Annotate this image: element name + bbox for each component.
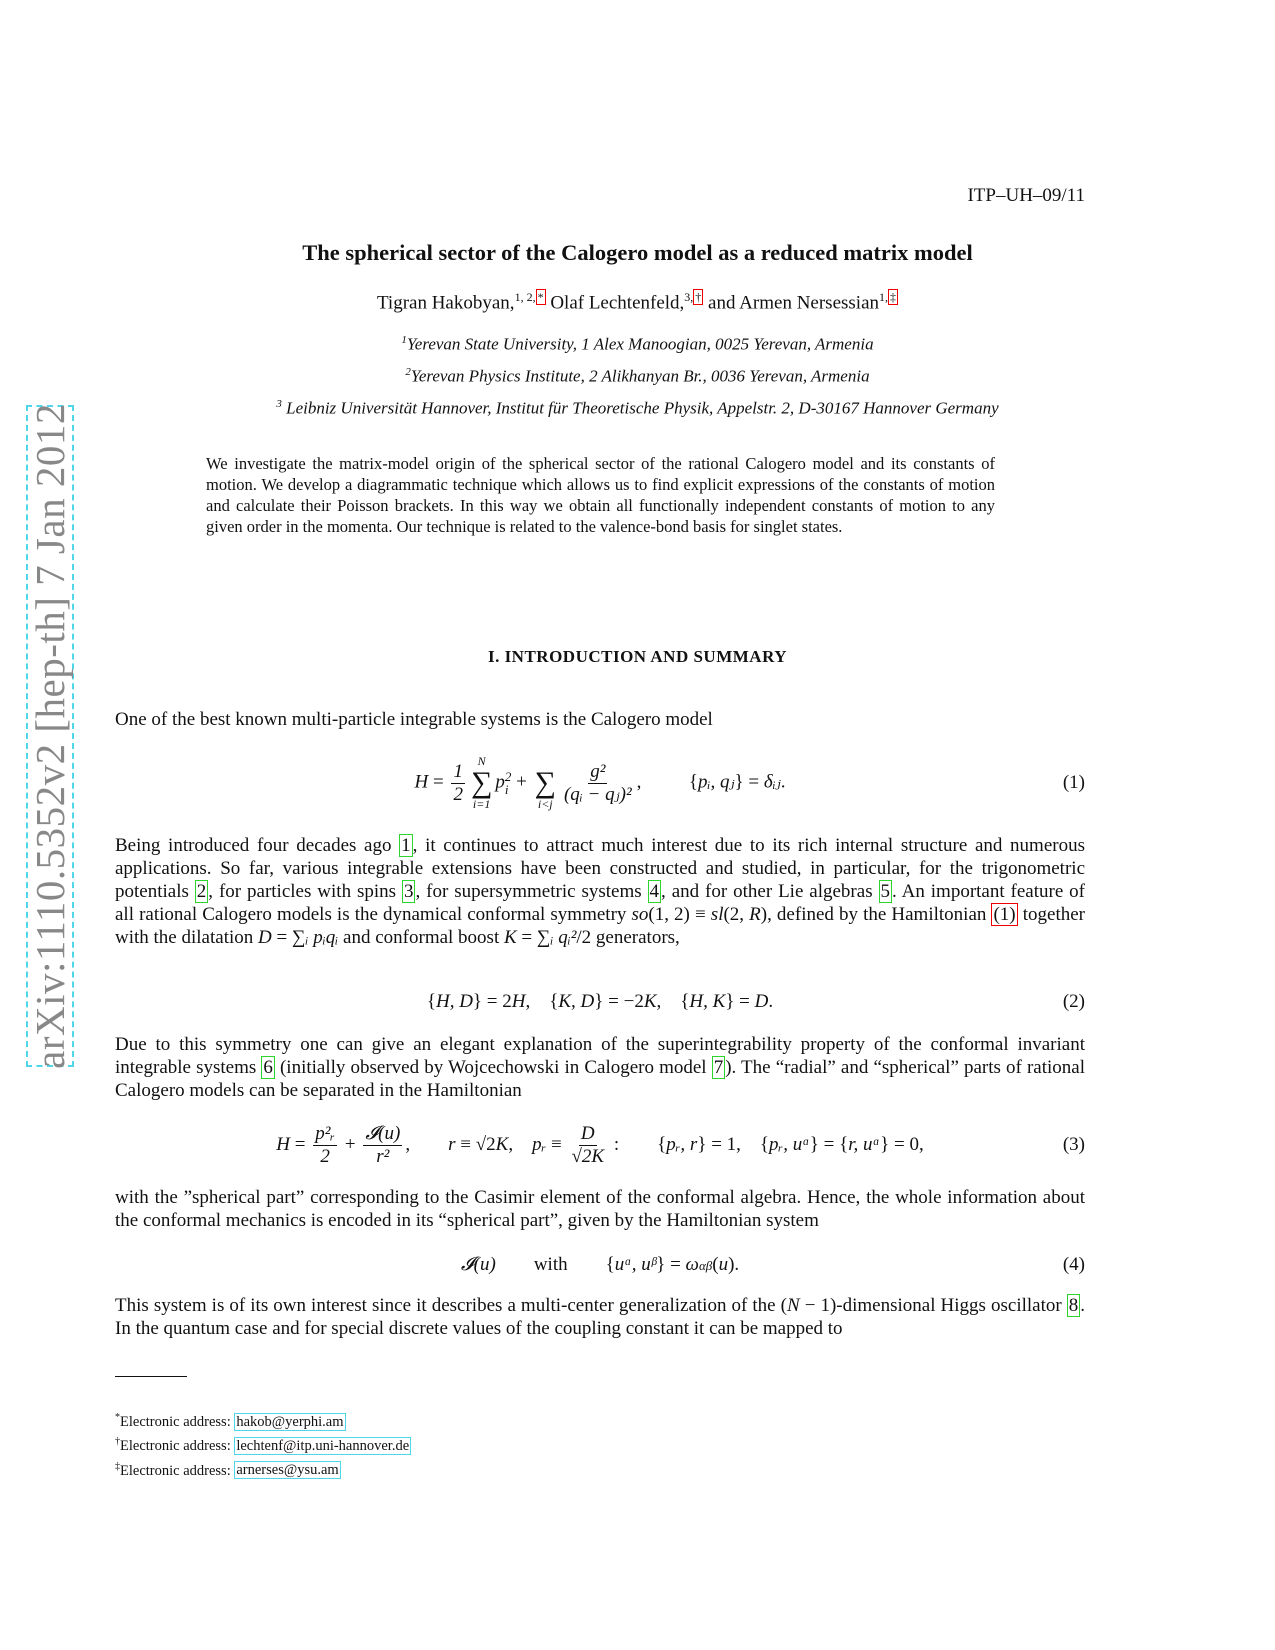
fraction: [313, 1123, 337, 1168]
paragraph-text: , it continues to attract much interest due to its rich internal structure and numerous applications. So far, various integrable extensions have been constructed and studied, in particular, for the trigonometric potentials: [115, 835, 1085, 902]
math-symbol: K: [643, 991, 657, 1012]
math-symbol: 𝓘(u): [460, 1254, 496, 1275]
inline-math: so: [631, 904, 649, 925]
paragraph-text: − 1)-dimensional Higgs oscillator: [799, 1295, 1067, 1316]
equation-body: [427, 991, 773, 1013]
author-list: [0, 290, 1275, 314]
author-name: Olaf Lechtenfeld,: [550, 292, 685, 314]
affiliation: [0, 334, 1275, 355]
citation-link[interactable]: 4: [649, 881, 660, 902]
paragraph: [115, 1294, 1085, 1340]
inline-math: K: [503, 927, 517, 948]
math-symbol: pᵣ, uᵅ: [769, 1133, 810, 1155]
math-text: , {: [525, 991, 559, 1012]
fraction: [363, 1123, 402, 1168]
paragraph-text: = ∑: [516, 927, 551, 948]
footnote-link[interactable]: ‡: [890, 290, 897, 304]
sum-sign: ∑: [534, 766, 556, 799]
math-text: +: [340, 1133, 361, 1155]
math-text: ,: [405, 1133, 449, 1155]
equation: [115, 1115, 1085, 1175]
footnote-rule: [115, 1376, 187, 1377]
footnote-link[interactable]: †: [695, 290, 702, 304]
paragraph-text: ), defined by the Hamiltonian: [760, 904, 992, 925]
paragraph-text: One of the best known multi-particle integrable systems is the Calogero model: [115, 709, 713, 730]
math-text: +: [511, 771, 532, 793]
affiliation-number: 3: [276, 398, 282, 410]
affiliation-number: 1: [401, 334, 407, 346]
equation-number: (4): [1062, 1254, 1085, 1275]
paragraph-text: , and for other Lie algebras: [661, 881, 879, 902]
author-affiliation: 3,: [684, 290, 694, 304]
inline-math: N: [786, 1295, 800, 1316]
citation-link[interactable]: 3: [403, 881, 414, 902]
report-number: ITP–UH–09/11: [967, 185, 1085, 206]
superscript: 2: [504, 769, 512, 784]
equation-number: (1): [1062, 772, 1085, 793]
math-text: } = −2: [594, 991, 644, 1012]
inline-math: ᵢ pᵢqᵢ: [305, 927, 339, 948]
math-text: } = 0,: [880, 1133, 924, 1155]
footnote-label: Electronic address:: [120, 1413, 235, 1430]
numerator: D: [580, 1122, 595, 1144]
footnote-link[interactable]: *: [537, 290, 544, 304]
fraction: [562, 761, 634, 806]
equation-body: [276, 1123, 923, 1168]
equation-number: (2): [1062, 991, 1085, 1012]
math-symbol: uᵅ, uᵝ: [614, 1254, 657, 1275]
sum-sign: ∑: [470, 766, 493, 799]
math-text: } =: [725, 991, 755, 1012]
footnote: [115, 1408, 411, 1432]
equation-number: (3): [1062, 1134, 1085, 1155]
math-text: ≡ √2: [455, 1133, 496, 1155]
paragraph-text: , for particles with spins: [208, 881, 402, 902]
paragraph-text: . In the quantum case and for special discrete values of the coupling constant it can be mapped to: [115, 1295, 1086, 1339]
math-text: , {: [636, 771, 699, 793]
math-text: } = 2: [472, 991, 512, 1012]
inline-math: ᵢ qᵢ²: [550, 927, 577, 948]
paragraph-text: with the ”spherical part” corresponding to the Casimir element of the conformal algebra. Hence, the whole information about the conformal mechanics is encoded in its “spherical part”, given by the Hamiltonian system: [115, 1187, 1085, 1231]
paragraph: [115, 708, 1085, 731]
paragraph-text: This system is of its own interest since it describes a multi-center generalization of the (: [115, 1295, 787, 1316]
email-link[interactable]: hakob@yerphi.am: [236, 1413, 344, 1430]
footnote: [115, 1457, 411, 1481]
math-text: ,: [508, 1133, 533, 1155]
section-heading: I. INTRODUCTION AND SUMMARY: [487, 647, 788, 666]
math-symbol: H: [414, 771, 429, 793]
equation: [115, 753, 1085, 813]
email-link[interactable]: lechtenf@itp.uni-hannover.de: [236, 1438, 410, 1455]
math-text: ≡: [546, 1133, 567, 1155]
math-symbol: H, D: [435, 991, 473, 1012]
fraction: [451, 761, 465, 806]
math-symbol: pᵣ: [532, 1133, 547, 1155]
fraction: [569, 1123, 606, 1168]
denominator: (qᵢ − qⱼ)²: [563, 783, 632, 805]
math-text: } = {: [809, 1133, 849, 1155]
equation: [115, 1235, 1085, 1295]
math-symbol: ω: [685, 1254, 699, 1275]
denominator: 2: [453, 783, 463, 805]
author-affiliation: 1,: [879, 290, 889, 304]
author-name: and Armen Nersessian: [708, 292, 880, 314]
author-affiliation: 1, 2,: [514, 290, 536, 304]
inline-math: D: [258, 927, 272, 948]
email-link[interactable]: arnerses@ysu.am: [236, 1462, 339, 1479]
footnote-mark: *: [115, 1412, 120, 1423]
equation: [115, 972, 1085, 1032]
sum-lower-limit: i=1: [472, 797, 491, 811]
author-name: Tigran Hakobyan,: [376, 292, 515, 314]
inline-math: sl: [710, 904, 724, 925]
citation-link[interactable]: 1: [401, 835, 411, 856]
math-text: {: [426, 991, 436, 1012]
numerator: g²: [590, 760, 606, 782]
math-text: =: [290, 1133, 311, 1155]
paragraph-text: . An important feature of all rational Calogero models is the dynamical conformal symmetry: [115, 881, 1086, 925]
numerator: 1: [453, 760, 463, 782]
citation-link[interactable]: 6: [263, 1057, 273, 1078]
citation-link[interactable]: 2: [196, 881, 207, 902]
math-symbol: D: [754, 991, 769, 1012]
math-symbol: pᵢ, qⱼ: [698, 771, 735, 793]
affiliation-number: 2: [405, 366, 411, 378]
abstract: We investigate the matrix-model origin of the spherical sector of the rational Calogero model and its constants of motion. We develop a diagrammatic technique which allows us to find explicit expressions of the constants of motion and calculate their Poisson brackets. In this way we obtain all functionally independent constants of motion to any given order in the momenta. Our technique is related to the valence-bond basis for singlet states.: [206, 454, 995, 536]
math-text: } =: [734, 771, 764, 793]
equation-body: [461, 1254, 739, 1276]
math-text: } =: [656, 1254, 686, 1275]
math-symbol: K: [495, 1133, 509, 1155]
superscript: αβ: [698, 1258, 713, 1274]
summation: [535, 755, 556, 811]
inline-math: R: [749, 904, 761, 925]
arxiv-stamp: [26, 405, 74, 1067]
paragraph-text: together with the dilatation: [115, 904, 1085, 948]
footnote-label: Electronic address:: [120, 1438, 235, 1455]
math-text: .: [768, 991, 774, 1012]
denominator: 2: [320, 1145, 330, 1167]
numerator: 𝓘(u): [365, 1122, 401, 1144]
sum-upper-limit: N: [477, 754, 486, 768]
equation-body: [414, 755, 785, 811]
affiliation-text: Yerevan State University, 1 Alex Manoogian, 0025 Yerevan, Armenia: [406, 334, 874, 354]
math-text: : {: [609, 1133, 667, 1155]
affiliation: [0, 366, 1275, 387]
math-text: .: [780, 771, 786, 793]
paragraph-text: Being introduced four decades ago: [115, 835, 400, 856]
paragraph-text: and conformal boost: [338, 927, 504, 948]
math-symbol: r: [448, 1133, 456, 1155]
paragraph-text: ). The “radial” and “spherical” parts of rational Calogero models can be separated in the Hamiltonian: [115, 1057, 1086, 1101]
summation: [471, 755, 492, 811]
sum-lower-limit: i<j: [537, 797, 553, 811]
math-symbol: p: [495, 771, 505, 793]
paragraph-text: /2 generators,: [576, 927, 680, 948]
denominator: √2K: [571, 1145, 605, 1167]
citation-link[interactable]: 5: [880, 881, 891, 902]
math-symbol: H: [276, 1133, 291, 1155]
paragraph: [115, 1186, 1085, 1232]
math-text: } = 1, {: [697, 1133, 770, 1155]
math-symbol: H, K: [689, 991, 726, 1012]
citation-link[interactable]: 8: [1068, 1295, 1079, 1316]
footnote: [115, 1432, 411, 1456]
paragraph-text: Due to this symmetry one can give an elegant explanation of the superintegrability property of the conformal invariant integrable systems: [115, 1034, 1085, 1078]
paragraph: [115, 834, 1085, 949]
math-text: ).: [728, 1254, 740, 1275]
paper-title: The spherical sector of the Calogero model as a reduced matrix model: [302, 240, 973, 265]
math-symbol: pᵣ, r: [666, 1133, 698, 1155]
superscript-subscript: [699, 1259, 712, 1272]
math-text: =: [428, 771, 449, 793]
paragraph-text: (1, 2) ≡: [648, 904, 711, 925]
arxiv-stamp-text: arXiv:1110.5352v2 [hep-th] 7 Jan 2012: [27, 403, 73, 1069]
paragraph-text: = ∑: [271, 927, 306, 948]
math-text: (: [712, 1254, 719, 1275]
affiliation: [0, 398, 1275, 419]
subscript: i: [504, 782, 509, 797]
numerator: p²ᵣ: [315, 1122, 336, 1144]
paragraph-text: (2,: [723, 904, 750, 925]
math-text: , {: [656, 991, 690, 1012]
math-symbol: H: [511, 991, 526, 1012]
citation-link[interactable]: 7: [713, 1057, 724, 1078]
paragraph-text: (initially observed by Wojcechowski in Calogero model: [274, 1057, 712, 1078]
equation-reference-link[interactable]: (1): [993, 904, 1016, 925]
math-symbol: K, D: [558, 991, 595, 1012]
math-symbol: u: [718, 1254, 729, 1275]
math-text: with {: [495, 1254, 615, 1275]
footnote-label: Electronic address:: [120, 1462, 235, 1479]
denominator: r²: [376, 1145, 390, 1167]
footnotes: [115, 1408, 411, 1481]
footnote-mark: ‡: [115, 1460, 120, 1472]
footnote-mark: †: [115, 1436, 120, 1448]
affiliation-text: Yerevan Physics Institute, 2 Alikhanyan Br., 0036 Yerevan, Armenia: [410, 366, 870, 386]
paragraph-text: , for supersymmetric systems: [415, 881, 648, 902]
affiliation-text: Leibniz Universität Hannover, Institut für Theoretische Physik, Appelstr. 2, D-30167 Hannover Germany: [281, 398, 999, 418]
math-symbol: δᵢⱼ: [763, 771, 781, 793]
paragraph: [115, 1033, 1085, 1102]
math-symbol: r, uᵅ: [848, 1133, 881, 1155]
